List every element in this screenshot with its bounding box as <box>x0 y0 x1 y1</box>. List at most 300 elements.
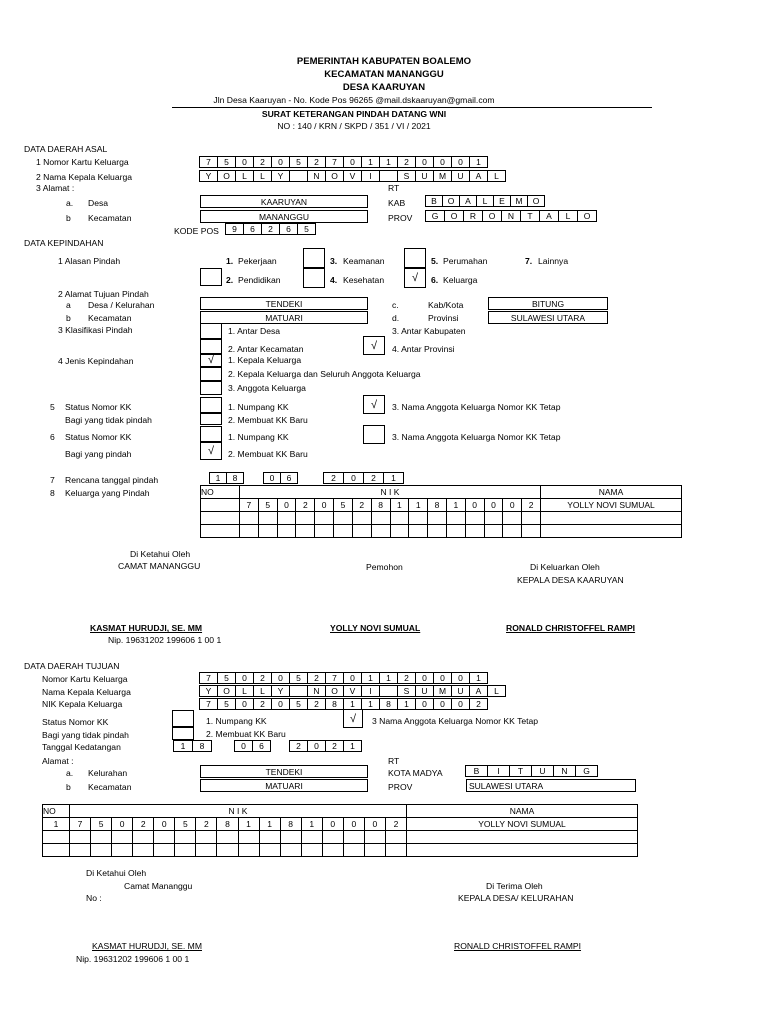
char-cell: U <box>531 765 554 777</box>
t-status-label: Status Nomor KK <box>42 717 109 727</box>
char-cell: 7 <box>199 672 218 684</box>
row-nama: YOLLY NOVI SUMUAL <box>541 499 682 512</box>
char-cell: R <box>463 210 483 222</box>
char-cell: 0 <box>343 672 362 684</box>
row-no <box>201 499 240 512</box>
nik-digit: 2 <box>522 499 541 512</box>
t-status-sub: Bagi yang tidak pindah <box>42 730 129 740</box>
col-nik: N I K <box>70 805 407 818</box>
t-kel-label: Kelurahan <box>88 768 128 778</box>
nik-digit: 5 <box>175 818 196 831</box>
t-nik-label: NIK Kepala Keluarga <box>42 699 123 709</box>
nik-digit <box>238 831 259 844</box>
s6-checkbox-numpang[interactable] <box>200 426 222 442</box>
char-cell: 7 <box>199 156 218 168</box>
char-cell: A <box>469 685 488 697</box>
nik-digit: 2 <box>352 499 371 512</box>
char-cell: 0 <box>235 672 254 684</box>
alasan-text: Kesehatan <box>343 275 385 285</box>
char-cell: 8 <box>325 698 344 710</box>
desa-value: KAARUYAN <box>200 195 368 208</box>
char-cell: 7 <box>325 156 344 168</box>
table-row <box>201 499 682 512</box>
t-prov-label2: PROV <box>388 782 413 792</box>
row-no: 1 <box>43 818 70 831</box>
nik-digit <box>112 831 133 844</box>
char-cell: U <box>451 685 470 697</box>
col-nik: N I K <box>240 486 541 499</box>
char-cell: E <box>493 195 511 207</box>
s5-num: 5 <box>50 402 55 412</box>
s5-checkbox-tetap[interactable]: √ <box>363 395 385 414</box>
t-kec-label: Kecamatan <box>88 782 132 792</box>
char-cell: 5 <box>217 156 236 168</box>
char-cell: 1 <box>379 672 398 684</box>
char-cell: 1 <box>343 740 362 752</box>
char-cell: 2 <box>253 672 272 684</box>
char-cell: 6 <box>280 472 298 484</box>
s6-checkbox-tetap[interactable] <box>363 425 385 444</box>
sign2-nip: Nip. 19631202 199606 1 00 1 <box>76 954 190 964</box>
char-cell: Y <box>199 170 218 182</box>
row-no <box>43 831 70 844</box>
tgl-pindah-yyyy <box>324 472 404 484</box>
char-cell: N <box>501 210 521 222</box>
nik-digit <box>334 512 353 525</box>
t-prov-value: SULAWESI UTARA <box>488 311 608 324</box>
char-cell: 0 <box>415 156 434 168</box>
char-cell: N <box>307 685 326 697</box>
nik-digit <box>280 844 301 857</box>
char-cell: A <box>539 210 559 222</box>
table-header <box>43 805 638 818</box>
char-cell: B <box>465 765 488 777</box>
row-no <box>43 844 70 857</box>
s6-label: Status Nomor KK <box>65 432 132 442</box>
char-cell: B <box>425 195 443 207</box>
char-cell: L <box>253 170 272 182</box>
sign1-name-kades: RONALD CHRISTOFFEL RAMPI <box>506 623 636 633</box>
row-nama <box>407 831 638 844</box>
alasan-num: 6. <box>431 275 439 285</box>
char-cell: 0 <box>235 698 254 710</box>
char-cell: S <box>397 170 416 182</box>
kk-number-boxes <box>200 156 488 168</box>
jenis-checkbox-kepala[interactable]: √ <box>200 353 222 367</box>
nik-digit <box>277 512 296 525</box>
nik-digit <box>315 512 334 525</box>
r8-label: Keluarga yang Pindah <box>65 488 150 498</box>
t-kota-boxes <box>466 765 598 777</box>
char-cell: T <box>520 210 540 222</box>
char-cell: 2 <box>261 223 280 235</box>
char-cell: G <box>425 210 445 222</box>
table-row <box>201 525 682 538</box>
char-cell: 7 <box>325 672 344 684</box>
s5-option: 2. Membuat KK Baru <box>228 415 308 425</box>
char-cell: L <box>558 210 578 222</box>
nik-digit <box>428 525 447 538</box>
klas-checkbox-provinsi[interactable]: √ <box>363 336 385 355</box>
t-kel-value: TENDEKI <box>200 765 368 778</box>
rt-label: RT <box>388 183 400 193</box>
kab-boxes <box>426 195 545 207</box>
nik-digit <box>259 831 280 844</box>
char-cell: A <box>469 170 488 182</box>
alasan-checkbox-perumahan[interactable] <box>404 248 426 268</box>
t-kk-label: Nomor Kartu Keluarga <box>42 674 128 684</box>
table-row <box>201 512 682 525</box>
nik-digit <box>503 525 522 538</box>
char-cell: 1 <box>383 472 404 484</box>
col-no: NO <box>201 486 240 499</box>
s6-checkbox-baru[interactable]: √ <box>200 442 222 460</box>
s5-checkbox-baru[interactable] <box>200 413 222 425</box>
char-cell: U <box>451 170 470 182</box>
t-prov-label: Provinsi <box>428 313 459 323</box>
nik-digit <box>133 831 154 844</box>
kec-label: Kecamatan <box>88 213 132 223</box>
row-nama <box>541 525 682 538</box>
alasan-checkbox-keamanan[interactable] <box>303 248 325 268</box>
char-cell: M <box>433 170 452 182</box>
nik-digit: 1 <box>390 499 409 512</box>
char-cell: M <box>433 685 452 697</box>
char-cell: 1 <box>361 698 380 710</box>
char-cell: 6 <box>279 223 298 235</box>
nik-digit <box>133 844 154 857</box>
char-cell: 0 <box>433 672 452 684</box>
nik-digit: 0 <box>484 499 503 512</box>
char-cell: 2 <box>469 698 488 710</box>
nik-digit <box>371 525 390 538</box>
sign1-camat: CAMAT MANANGGU <box>118 561 201 571</box>
nik-digit <box>217 844 238 857</box>
row-no <box>201 525 240 538</box>
char-cell: A <box>459 195 477 207</box>
r7-label: Rencana tanggal pindah <box>65 475 159 485</box>
char-cell: O <box>442 195 460 207</box>
char-cell: 2 <box>307 156 326 168</box>
section-kepindahan: DATA KEPINDAHAN <box>24 238 104 248</box>
char-cell: O <box>217 170 236 182</box>
nik-digit <box>91 831 112 844</box>
nik-digit <box>371 512 390 525</box>
char-cell: 8 <box>226 472 244 484</box>
nik-digit <box>390 525 409 538</box>
jenis-checkbox-anggota[interactable] <box>200 381 222 395</box>
t-tgl-label: Tanggal Kedatangan <box>42 742 121 752</box>
alasan-text: Keluarga <box>443 275 478 285</box>
char-cell: 0 <box>343 156 362 168</box>
char-cell <box>379 685 398 697</box>
nik-digit: 1 <box>446 499 465 512</box>
t-status-checkbox-baru[interactable] <box>172 727 194 740</box>
t-status-checkbox-tetap[interactable]: √ <box>343 709 363 728</box>
nik-digit: 1 <box>238 818 259 831</box>
char-cell: 2 <box>253 698 272 710</box>
s5-label: Status Nomor KK <box>65 402 132 412</box>
t-rt-label: RT <box>388 756 400 766</box>
t-kota-label: KOTA MADYA <box>388 768 443 778</box>
char-cell: 0 <box>307 740 326 752</box>
char-cell: 0 <box>451 156 470 168</box>
klas-checkbox-desa[interactable] <box>200 323 222 339</box>
char-cell: 5 <box>217 672 236 684</box>
char-cell: U <box>415 685 434 697</box>
t-desa-letter: a <box>66 300 71 310</box>
sign2-name-camat: KASMAT HURUDJI, SE. MM <box>92 941 202 951</box>
nik-digit <box>196 844 217 857</box>
jenis-label: 4 Jenis Kepindahan <box>58 356 134 366</box>
t-kec-letter: b <box>66 313 71 323</box>
nik-digit <box>259 844 280 857</box>
jenis-option: 2. Kepala Keluarga dan Seluruh Anggota Keluarga <box>228 369 421 379</box>
char-cell: M <box>510 195 528 207</box>
nik-digit <box>409 525 428 538</box>
char-cell: N <box>553 765 576 777</box>
nik-digit <box>154 844 175 857</box>
char-cell: 2 <box>397 156 416 168</box>
nik-digit: 0 <box>465 499 484 512</box>
t-status-option: 3 Nama Anggota Keluarga Nomor KK Tetap <box>372 716 539 726</box>
col-nama: NAMA <box>407 805 638 818</box>
alasan-text: Pekerjaan <box>238 256 277 266</box>
t-kec-value2: MATUARI <box>200 779 368 792</box>
nik-digit: 1 <box>301 818 322 831</box>
char-cell: 0 <box>271 156 290 168</box>
t-status-option: 1. Numpang KK <box>206 716 267 726</box>
sign1-kepala-desa: KEPALA DESA KAARUYAN <box>517 575 624 585</box>
prov-label: PROV <box>388 213 413 223</box>
t-kec-value: MATUARI <box>200 311 368 324</box>
nik-digit <box>522 512 541 525</box>
nik-digit: 0 <box>503 499 522 512</box>
alasan-text: Lainnya <box>538 256 569 266</box>
table-row <box>43 831 638 844</box>
char-cell: I <box>487 765 510 777</box>
alasan-num: 4. <box>330 275 338 285</box>
alasan-label: 1 Alasan Pindah <box>58 256 121 266</box>
char-cell: 1 <box>379 156 398 168</box>
char-cell: 0 <box>235 156 254 168</box>
char-cell: L <box>235 685 254 697</box>
nik-digit: 0 <box>364 818 385 831</box>
r8-num: 8 <box>50 488 55 498</box>
char-cell: S <box>397 685 416 697</box>
nik-digit <box>364 831 385 844</box>
alasan-checkbox-keluarga[interactable]: √ <box>404 268 426 288</box>
char-cell: 1 <box>209 472 227 484</box>
char-cell: O <box>325 170 344 182</box>
char-cell: 1 <box>361 672 380 684</box>
nik-digit <box>238 844 259 857</box>
kodepos-boxes <box>226 223 316 235</box>
s5-checkbox-numpang[interactable] <box>200 397 222 413</box>
char-cell: 2 <box>307 698 326 710</box>
alasan-num: 1. <box>226 256 234 266</box>
nik-digit <box>154 831 175 844</box>
char-cell: L <box>235 170 254 182</box>
nik-digit <box>315 525 334 538</box>
char-cell: 7 <box>199 698 218 710</box>
tujuan-label: 2 Alamat Tujuan Pindah <box>58 289 149 299</box>
nik-digit: 5 <box>334 499 353 512</box>
kk-label: 1 Nomor Kartu Keluarga <box>36 157 129 167</box>
jenis-option: 1. Kepala Keluarga <box>228 355 302 365</box>
t-status-checkbox-numpang[interactable] <box>172 710 194 727</box>
nik-digit <box>503 512 522 525</box>
nik-digit <box>322 831 343 844</box>
sign2-diketahui: Di Ketahui Oleh <box>86 868 147 878</box>
desa-label: Desa <box>88 198 109 208</box>
nik-digit: 0 <box>315 499 334 512</box>
char-cell: O <box>482 210 502 222</box>
char-cell: 8 <box>379 698 398 710</box>
tgl-datang-yyyy <box>290 740 362 752</box>
sign2-kepala: KEPALA DESA/ KELURAHAN <box>458 893 574 903</box>
nik-digit <box>196 831 217 844</box>
nik-digit <box>465 512 484 525</box>
nik-digit: 1 <box>409 499 428 512</box>
nik-digit <box>343 831 364 844</box>
nik-digit <box>364 844 385 857</box>
char-cell: 0 <box>271 672 290 684</box>
sign1-dikeluarkan: Di Keluarkan Oleh <box>530 562 600 572</box>
nik-digit: 1 <box>259 818 280 831</box>
char-cell: 1 <box>397 698 416 710</box>
nik-digit <box>258 512 277 525</box>
char-cell: O <box>217 685 236 697</box>
char-cell: 0 <box>433 698 452 710</box>
t-desa-value: TENDEKI <box>200 297 368 310</box>
section-asal: DATA DAERAH ASAL <box>24 144 108 154</box>
doc-title: SURAT KETERANGAN PINDAH DATANG WNI <box>261 109 447 119</box>
char-cell: 8 <box>192 740 212 752</box>
nik-digit <box>301 844 322 857</box>
nik-digit <box>91 844 112 857</box>
table-row <box>43 844 638 857</box>
char-cell: 1 <box>173 740 193 752</box>
keluarga-table-2 <box>42 804 638 857</box>
s6-option: 1. Numpang KK <box>228 432 289 442</box>
char-cell: 0 <box>433 156 452 168</box>
nik-digit <box>301 831 322 844</box>
char-cell <box>289 685 308 697</box>
nik-digit: 0 <box>322 818 343 831</box>
s5-option: 1. Numpang KK <box>228 402 289 412</box>
char-cell: O <box>527 195 545 207</box>
nik-digit: 7 <box>240 499 259 512</box>
nik-digit <box>322 844 343 857</box>
t-kab-letter: c. <box>392 300 399 310</box>
nik-digit <box>240 512 259 525</box>
nik-digit: 8 <box>280 818 301 831</box>
char-cell: 0 <box>271 698 290 710</box>
char-cell: 0 <box>451 672 470 684</box>
alasan-text: Keamanan <box>343 256 385 266</box>
char-cell: I <box>361 170 380 182</box>
char-cell: Y <box>199 685 218 697</box>
klas-option: 2. Antar Kecamatan <box>228 344 304 354</box>
t-kec-label: Kecamatan <box>88 313 132 323</box>
t-kepala-boxes <box>200 685 506 697</box>
char-cell: Y <box>271 685 290 697</box>
tgl-datang-mm <box>235 740 271 752</box>
s6-option: 2. Membuat KK Baru <box>228 449 308 459</box>
char-cell: 1 <box>361 156 380 168</box>
alasan-checkbox-pendidikan[interactable] <box>200 268 222 286</box>
char-cell: O <box>444 210 464 222</box>
alasan-checkbox-kesehatan[interactable] <box>303 268 325 288</box>
char-cell: 2 <box>325 740 344 752</box>
char-cell <box>289 170 308 182</box>
desa-letter: a. <box>66 198 74 208</box>
prov-boxes <box>426 210 597 222</box>
alasan-num: 3. <box>330 256 338 266</box>
nik-digit <box>484 512 503 525</box>
kec-letter: b <box>66 213 71 223</box>
t-kab-value: BITUNG <box>488 297 608 310</box>
char-cell: 1 <box>343 698 362 710</box>
char-cell: 2 <box>253 156 272 168</box>
jenis-option: 3. Anggota Keluarga <box>228 383 306 393</box>
char-cell: T <box>509 765 532 777</box>
tgl-pindah-dd <box>210 472 244 484</box>
nik-digit <box>277 525 296 538</box>
jenis-checkbox-seluruh[interactable] <box>200 367 222 381</box>
nik-digit: 2 <box>385 818 406 831</box>
nik-digit: 5 <box>91 818 112 831</box>
char-cell: 0 <box>234 740 253 752</box>
char-cell: V <box>343 685 362 697</box>
char-cell: 6 <box>243 223 262 235</box>
nik-digit <box>296 525 315 538</box>
nik-digit <box>484 525 503 538</box>
nik-digit <box>280 831 301 844</box>
char-cell: 0 <box>263 472 281 484</box>
section-tujuan: DATA DAERAH TUJUAN <box>24 661 120 671</box>
sign1-nip: Nip. 19631202 199606 1 00 1 <box>108 635 222 645</box>
nik-digit <box>217 831 238 844</box>
klas-option: 1. Antar Desa <box>228 326 281 336</box>
nik-digit: 8 <box>217 818 238 831</box>
sign1-diketahui: Di Ketahui Oleh <box>130 549 191 559</box>
char-cell: 2 <box>289 740 308 752</box>
nik-digit: 8 <box>371 499 390 512</box>
row-nama <box>407 844 638 857</box>
char-cell: 2 <box>363 472 384 484</box>
nik-digit: 0 <box>112 818 133 831</box>
nik-digit <box>343 844 364 857</box>
char-cell: 2 <box>307 672 326 684</box>
row-no <box>201 512 240 525</box>
t-kec-letter: b <box>66 782 71 792</box>
sign2-diterima: Di Terima Oleh <box>486 881 543 891</box>
char-cell: 0 <box>343 472 364 484</box>
char-cell: 0 <box>451 698 470 710</box>
char-cell: 0 <box>415 698 434 710</box>
nik-digit <box>385 831 406 844</box>
nik-digit <box>522 525 541 538</box>
char-cell: L <box>253 685 272 697</box>
t-desa-label: Desa / Kelurahan <box>88 300 155 310</box>
char-cell: 5 <box>289 156 308 168</box>
char-cell <box>379 170 398 182</box>
tgl-pindah-mm <box>264 472 298 484</box>
nik-digit: 2 <box>133 818 154 831</box>
s5-sub: Bagi yang tidak pindah <box>65 415 152 425</box>
